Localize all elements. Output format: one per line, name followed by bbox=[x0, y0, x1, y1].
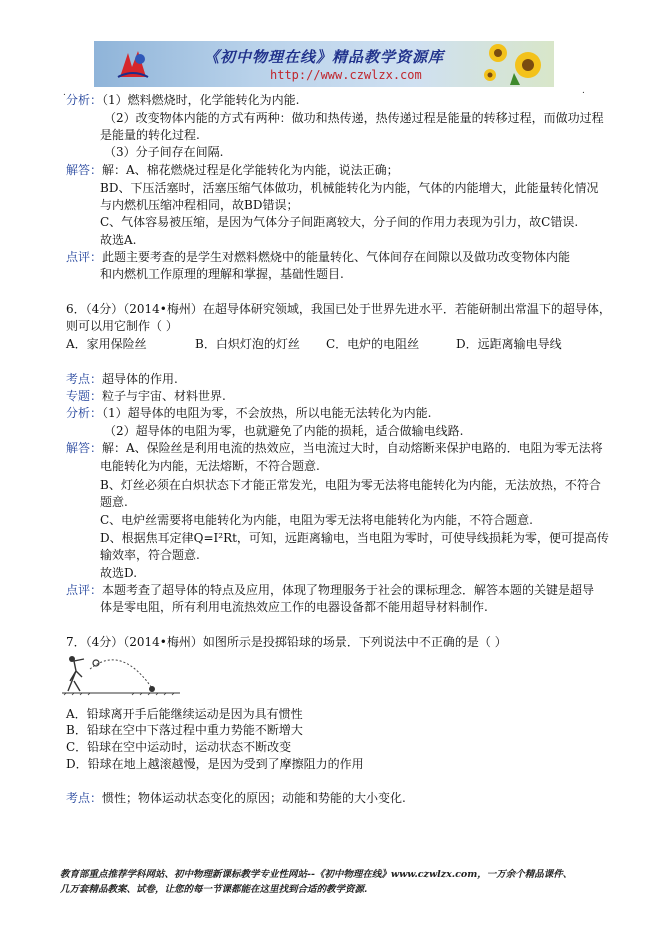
text-line bbox=[100, 530, 609, 546]
line-text: 与内燃机压缩冲程相同，故BD错误； bbox=[100, 198, 299, 212]
section-label: 点评： bbox=[66, 583, 103, 597]
line-text: 是能量的转化过程. bbox=[100, 128, 200, 142]
text-line bbox=[104, 144, 223, 160]
section-label: 考点： bbox=[66, 372, 103, 386]
section-label: 专题： bbox=[66, 389, 103, 403]
line-text: 超导体的作用. bbox=[102, 372, 178, 386]
site-logo-icon bbox=[116, 47, 150, 81]
line-text: （3）分子间存在间隔. bbox=[104, 145, 224, 159]
line-text: 输效率，符合题意. bbox=[100, 548, 200, 562]
text-line bbox=[100, 458, 320, 474]
text-line bbox=[66, 706, 303, 722]
line-text: 故选A. bbox=[100, 233, 137, 247]
text-line bbox=[195, 336, 300, 352]
text-line bbox=[100, 214, 578, 230]
section-label: 解答： bbox=[66, 441, 103, 455]
line-text: C．铅球在空中运动时，运动状态不断改变 bbox=[66, 740, 292, 754]
text-line bbox=[100, 547, 200, 563]
text-line bbox=[100, 127, 200, 143]
line-text: BD、下压活塞时，活塞压缩气体做功，机械能转化为内能，气体的内能增大，此能量转化情况 bbox=[100, 181, 599, 195]
text-line bbox=[100, 599, 488, 615]
text-line bbox=[100, 180, 598, 196]
text-line bbox=[104, 423, 463, 439]
text-line bbox=[100, 232, 136, 248]
text-line bbox=[66, 722, 303, 738]
line-text: 体是零电阻，所有利用电流热效应工作的电器设备都不能用超导材料制作. bbox=[100, 600, 488, 614]
line-text: 6．（4分）（2014•梅州）在超导体研究领域，我国已处于世界先进水平．若能研制出常温下的超导体， bbox=[66, 302, 611, 316]
text-line bbox=[66, 739, 291, 755]
line-text: 此题主要考查的是学生对燃料燃烧中的能量转化、气体间存在间隙以及做功改变物体内能 bbox=[102, 250, 571, 264]
text-line bbox=[66, 336, 147, 352]
line-text: B．白炽灯泡的灯丝 bbox=[195, 337, 300, 351]
text-line bbox=[66, 634, 507, 650]
corner-mark: . bbox=[582, 86, 585, 96]
footer-line-2: 几万套精品教案、试卷，让您的每一节课都能在这里找到合适的教学资源. bbox=[60, 884, 368, 895]
text-line bbox=[66, 92, 299, 108]
text-line bbox=[100, 512, 533, 528]
text-line bbox=[66, 371, 178, 387]
text-line bbox=[66, 440, 603, 456]
line-text: A．家用保险丝 bbox=[66, 337, 147, 351]
line-text: 解：A、保险丝是利用电流的热效应，当电流过大时，自动熔断来保护电路的．电阻为零无法将 bbox=[102, 441, 603, 455]
line-text: 电能转化为内能，无法熔断，不符合题意. bbox=[100, 459, 320, 473]
text-line bbox=[104, 110, 604, 126]
section-label: 点评： bbox=[66, 250, 103, 264]
line-text: 则可以用它制作（ ） bbox=[66, 319, 178, 333]
line-text: A．铅球离开手后能继续运动是因为具有惯性 bbox=[66, 707, 303, 721]
line-text: 和内燃机工作原理的理解和掌握，基础性题目. bbox=[100, 267, 344, 281]
text-line bbox=[66, 249, 570, 265]
section-label: 分析： bbox=[66, 406, 103, 420]
text-line bbox=[66, 582, 594, 598]
line-text: 故选D. bbox=[100, 566, 138, 580]
line-text: C、气体容易被压缩，是因为气体分子间距离较大，分子间的作用力表现为引力，故C错误. bbox=[100, 215, 579, 229]
text-line bbox=[100, 197, 298, 213]
line-text: 题意. bbox=[100, 495, 128, 509]
footer-line-1: 教育部重点推荐学科网站、初中物理新课标教学专业性网站--《初中物理在线》www.czwlzx.com，一万余个精品课件、 bbox=[60, 869, 573, 880]
line-text: D．远距离输电导线 bbox=[456, 337, 562, 351]
line-text: （2）改变物体内能的方式有两种：做功和热传递，热传递过程是能量的转移过程，而做功过程 bbox=[104, 111, 604, 125]
text-line bbox=[66, 162, 399, 178]
line-text: C．电炉的电阻丝 bbox=[326, 337, 420, 351]
text-line bbox=[66, 388, 226, 404]
line-text: B．铅球在空中下落过程中重力势能不断增大 bbox=[66, 723, 303, 737]
line-text: B、灯丝必须在白炽状态下才能正常发光，电阻为零无法将电能转化为内能，无法放热，不符合 bbox=[100, 478, 601, 492]
text-line bbox=[456, 336, 562, 352]
text-line bbox=[100, 477, 601, 493]
section-label: 解答： bbox=[66, 163, 103, 177]
sunflower-icon bbox=[480, 43, 550, 85]
line-text: 7．（4分）（2014•梅州）如图所示是投掷铅球的场景．下列说法中不正确的是（ ） bbox=[66, 635, 507, 649]
section-label: 分析： bbox=[66, 93, 103, 107]
site-url[interactable]: http://www.czwlzx.com bbox=[270, 68, 422, 82]
line-text: 惯性；物体运动状态变化的原因；动能和势能的大小变化. bbox=[102, 791, 406, 805]
text-line bbox=[66, 318, 178, 334]
shot-put-figure bbox=[62, 651, 182, 699]
line-text: D．铅球在地上越滚越慢，是因为受到了摩擦阻力的作用 bbox=[66, 757, 364, 771]
line-text: （1）超导体的电阻为零，不会放热，所以电能无法转化为内能. bbox=[102, 406, 432, 420]
section-label: 考点： bbox=[66, 791, 103, 805]
text-line bbox=[66, 790, 406, 806]
text-line bbox=[100, 565, 137, 581]
corner-mark: . bbox=[63, 88, 66, 98]
line-text: 粒子与宇宙、材料世界. bbox=[102, 389, 226, 403]
line-text: （2）超导体的电阻为零，也就避免了内能的损耗，适合做输电线路. bbox=[104, 424, 464, 438]
line-text: C、电炉丝需要将电能转化为内能，电阻为零无法将电能转化为内能，不符合题意. bbox=[100, 513, 533, 527]
text-line bbox=[100, 494, 128, 510]
text-line bbox=[326, 336, 419, 352]
text-line bbox=[66, 405, 431, 421]
site-name: 《初中物理在线》精品教学资源库 bbox=[204, 48, 445, 66]
line-text: D、根据焦耳定律Q=I²Rt，可知，远距离输电，当电阻为零时，可使导线损耗为零，便可提高传 bbox=[100, 531, 609, 545]
text-line bbox=[100, 266, 344, 282]
header-banner bbox=[94, 41, 554, 87]
line-text: （1）燃料燃烧时，化学能转化为内能. bbox=[102, 93, 300, 107]
text-line bbox=[66, 301, 611, 317]
line-text: 本题考查了超导体的特点及应用，体现了物理服务于社会的课标理念．解答本题的关键是超导 bbox=[102, 583, 595, 597]
line-text: 解：A、棉花燃烧过程是化学能转化为内能，说法正确； bbox=[102, 163, 399, 177]
text-line bbox=[66, 756, 364, 772]
